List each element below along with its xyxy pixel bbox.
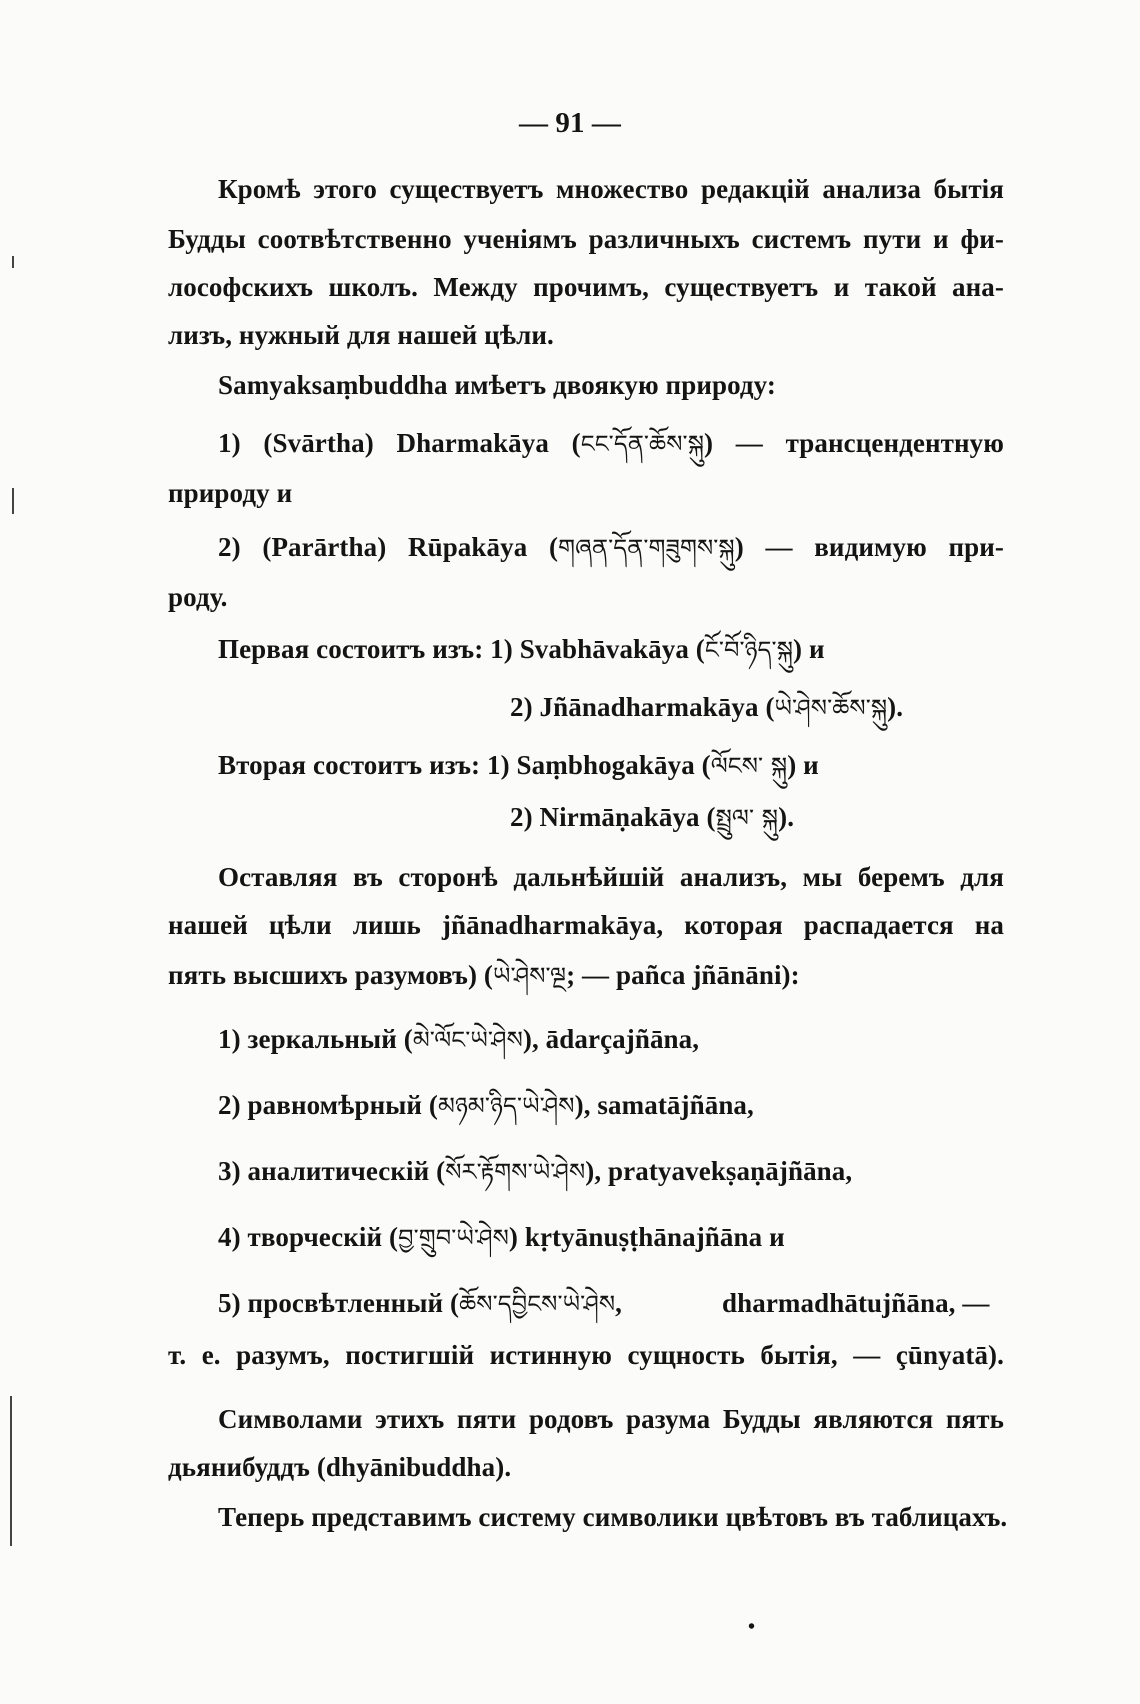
scan-margin-mark [10,1396,12,1546]
paragraph-line: Символами этихъ пяти родовъ разума Будды являются пять [218,1404,1004,1434]
paragraph-line: нашей цѣли лишь jñānadharmakāya, которая распадается на [168,910,1004,940]
tibetan-term: ངང་དོན་ཆོས་སྐུ [580,430,704,458]
list-item [218,1286,622,1321]
paragraph-line [218,426,1004,461]
line-text: , [615,1288,622,1318]
line-text: ) — трансцендентную [704,428,1004,458]
tibetan-term: སོར་རྟོགས་ཡེ་ཤེས [445,1158,586,1186]
line-text: ). [887,692,904,722]
line-text: ), samatājñāna, [574,1090,754,1120]
paragraph-line [218,530,1004,565]
line-text: ) и [793,634,825,664]
list-item [218,1220,785,1255]
paragraph-line [510,800,794,835]
tibetan-term: ལོངས་ སྐུ [710,752,788,780]
line-text: 1) зеркальный ( [218,1024,413,1054]
line-text: 2) Jñānadharmakāya ( [510,692,775,722]
tibetan-term: གཞན་དོན་གཟུགས་སྐུ [558,534,735,562]
list-item-continuation: dharmadhātujñāna, — [722,1288,990,1318]
tibetan-term: ངོ་བོ་ཉིད་སྐུ [704,636,793,664]
paragraph-line [218,748,819,783]
tibetan-term: སྤྲུལ་ སྐུ [715,804,779,832]
list-item [218,1088,754,1123]
line-text: пять высшихъ разумовъ) ( [168,960,494,990]
line-text: ; — pañca jñānāni): [566,960,800,990]
tibetan-term: ཡེ་ཤེས་ལྔ [493,962,567,990]
paragraph-line [218,632,825,667]
tibetan-term: ཡེ་ཤེས་ཆོས་སྐུ [774,694,888,722]
line-text: ) kṛtyānuṣṭhānajñāna и [508,1222,785,1252]
line-text: 5) просвѣтленный ( [218,1288,460,1318]
line-text: 3) аналитическій ( [218,1156,446,1186]
tibetan-term: མེ་ལོང་ཡེ་ཤེས [412,1026,523,1054]
tibetan-term: བྱ་གྲུབ་ཡེ་ཤེས [398,1224,509,1252]
paragraph-line: Оставляя въ сторонѣ дальнѣйшій анализъ, мы беремъ для [218,862,1004,892]
paragraph-line: лизъ, нужный для нашей цѣли. [168,320,554,350]
line-text: 1) (Svārtha) Dharmakāya ( [218,428,581,458]
scan-margin-mark [12,256,14,268]
paragraph-line: дьянибуддъ (dhyānibuddha). [168,1452,512,1482]
paragraph-line: роду. [168,582,228,612]
tibetan-term: མཉམ་ཉིད་ཡེ་ཤེས [438,1092,575,1120]
line-text: 2) (Parārtha) Rūpakāya ( [218,532,559,562]
list-item [218,1154,852,1189]
line-text: Вторая состоитъ изъ: 1) Saṃbhogakāya ( [218,750,711,780]
line-text: 2) равномѣрный ( [218,1090,439,1120]
line-text: ). [778,802,795,832]
paragraph-line: Samyaksaṃbuddha имѣетъ двоякую природу: [218,370,777,400]
stray-dot: • [748,1616,756,1638]
scan-margin-mark [12,488,14,514]
paragraph-line: т. е. разумъ, постигшій истинную сущность бытія, — çūnyatā). [168,1340,1004,1370]
line-text: Первая состоитъ изъ: 1) Svabhāvakāya ( [218,634,705,664]
line-text: ) и [787,750,819,780]
page-number: — 91 — [518,107,622,139]
paragraph-line: Будды соотвѣтственно ученіямъ различныхъ системъ пути и фи- [168,224,1004,254]
list-item [218,1022,699,1057]
paragraph-line [510,690,903,725]
line-text: ), pratyavekṣaṇājñāna, [585,1156,853,1186]
paragraph-line: природу и [168,478,293,508]
line-text: 4) творческій ( [218,1222,399,1252]
paragraph-line: лософскихъ школъ. Между прочимъ, существуетъ и такой ана- [168,272,1004,302]
paragraph-line [168,958,800,993]
paragraph-line: Кромѣ этого существуетъ множество редакцій анализа бытія [218,174,1004,204]
line-text: ), ādarçajñāna, [522,1024,700,1054]
tibetan-term: ཆོས་དབྱིངས་ཡེ་ཤེས [459,1290,616,1318]
line-text: ) — видимую при- [734,532,1004,562]
line-text: 2) Nirmāṇakāya ( [510,802,716,832]
paragraph-line: Теперь представимъ систему символики цвѣтовъ въ таблицахъ. [218,1502,1008,1532]
